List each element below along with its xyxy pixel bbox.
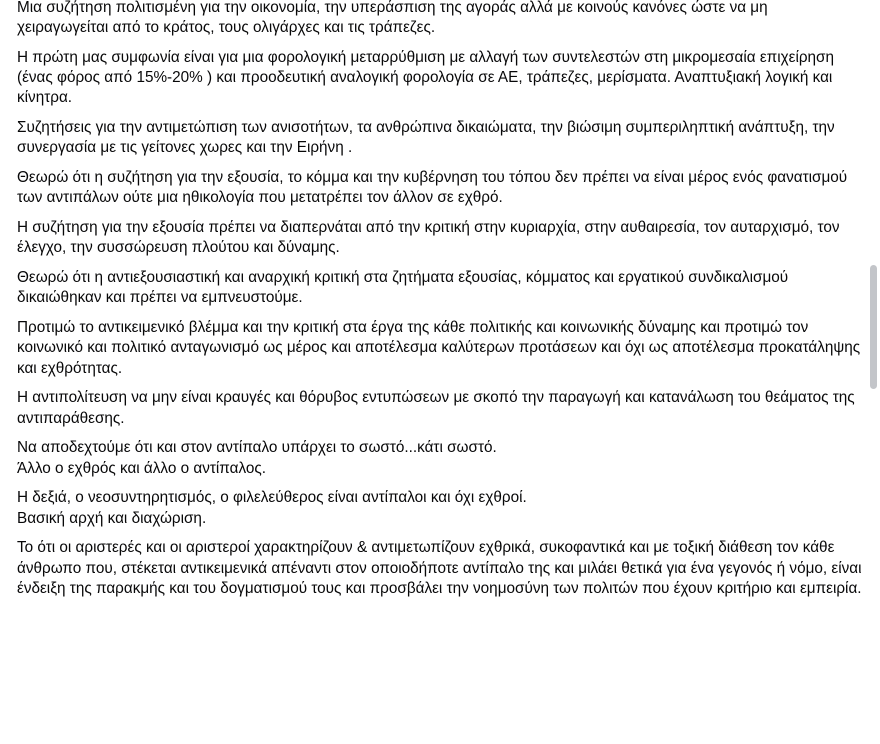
post-paragraph-8: Η αντιπολίτευση να μην είναι κραυγές και θόρυβος εντυπώσεων με σκοπό την παραγωγή και κατανάλωση του θεάματος της αντιπαράθεσης. bbox=[17, 389, 855, 427]
post-paragraph-9: Να αποδεχτούμε ότι και στον αντίπαλο υπάρχει το σωστό...κάτι σωστό. Άλλο ο εχθρός και άλλο ο αντίπαλος. bbox=[17, 439, 497, 477]
post-paragraph-2: Η πρώτη μας συμφωνία είναι για μια φορολογική μεταρρύθμιση με αλλαγή των συντελεστών στη μικρομεσαία επιχείρηση (ένας φόρος από 15%-20% ) και προοδευτική αναλογική φορολογία σε ΑΕ, τράπεζες, μερίσματα. Αναπτυξιακή λογική και κίνητρα. bbox=[17, 49, 834, 107]
post-paragraph-1: Μια συζήτηση πολιτισμένη για την οικονομία, την υπεράσπιση της αγοράς αλλά με κοινούς κανόνες ώστε να μη χειραγωγείται από το κράτος, τους ολιγάρχες και τις τράπεζες. bbox=[17, 0, 768, 37]
post-paragraph-11: Το ότι οι αριστερές και οι αριστεροί χαρακτηρίζουν & αντιμετωπίζουν εχθρικά, συκοφαντικά και με τοξική διάθεση τον κάθε άνθρωπο που, στέκεται αντικειμενικά απέναντι στον οποιοδήποτε αντίπαλο της και μιλάει θετικά για ένα γεγονός ή νόμο, είναι ένδειξη της παρακμής και του δογματισμού τους και προσβάλει την νοημοσύνη των πολιτών που έχουν κριτήριο και εμπειρία. bbox=[17, 539, 862, 597]
post-paragraph-3: Συζητήσεις για την αντιμετώπιση των ανισοτήτων, τα ανθρώπινα δικαιώματα, την βιώσιμη συμπεριληπτική ανάπτυξη, την συνεργασία με τις γείτονες χωρες και την Ειρήνη . bbox=[17, 119, 835, 157]
post-paragraph-6: Θεωρώ ότι η αντιεξουσιαστική και αναρχική κριτική στα ζητήματα εξουσίας, κόμματος και εργατικού συνδικαλισμού δικαιώθηκαν και πρέπει να εμπνευστούμε. bbox=[17, 269, 789, 307]
post-paragraph-10: Η δεξιά, ο νεοσυντηρητισμός, ο φιλελεύθερος είναι αντίπαλοι και όχι εχθροί. Βασική αρχή και διαχώριση. bbox=[17, 489, 527, 527]
post-paragraph-7: Προτιμώ το αντικειμενικό βλέμμα και την κριτική στα έργα της κάθε πολιτικής και κοινωνικής δύναμης και προτιμώ τον κοινωνικό και πολιτικό ανταγωνισμό ως μέρος και αποτέλεσμα καλύτερων προτάσεων και όχι ως αποτέλεσμα προκατάληψης και εχθρότητας. bbox=[17, 319, 861, 377]
post-paragraph-4: Θεωρώ ότι η συζήτηση για την εξουσία, το κόμμα και την κυβέρνηση του τόπου δεν πρέπει να είναι μέρος ενός φανατισμού των αντιπάλων ούτε μια ηθικολογία που μετατρέπει τον άλλον σε εχθρό. bbox=[17, 169, 848, 207]
scrollbar-thumb[interactable] bbox=[870, 265, 877, 389]
vertical-scrollbar[interactable] bbox=[866, 0, 880, 744]
post-body-text bbox=[17, 0, 862, 609]
post-paragraph-5: Η συζήτηση για την εξουσία πρέπει να διαπερνάται από την κριτική στην κυριαρχία, στην αυθαιρεσία, τον αυταρχισμό, τον έλεγχο, την συσσώρευση πλούτου και δύναμης. bbox=[17, 219, 840, 257]
